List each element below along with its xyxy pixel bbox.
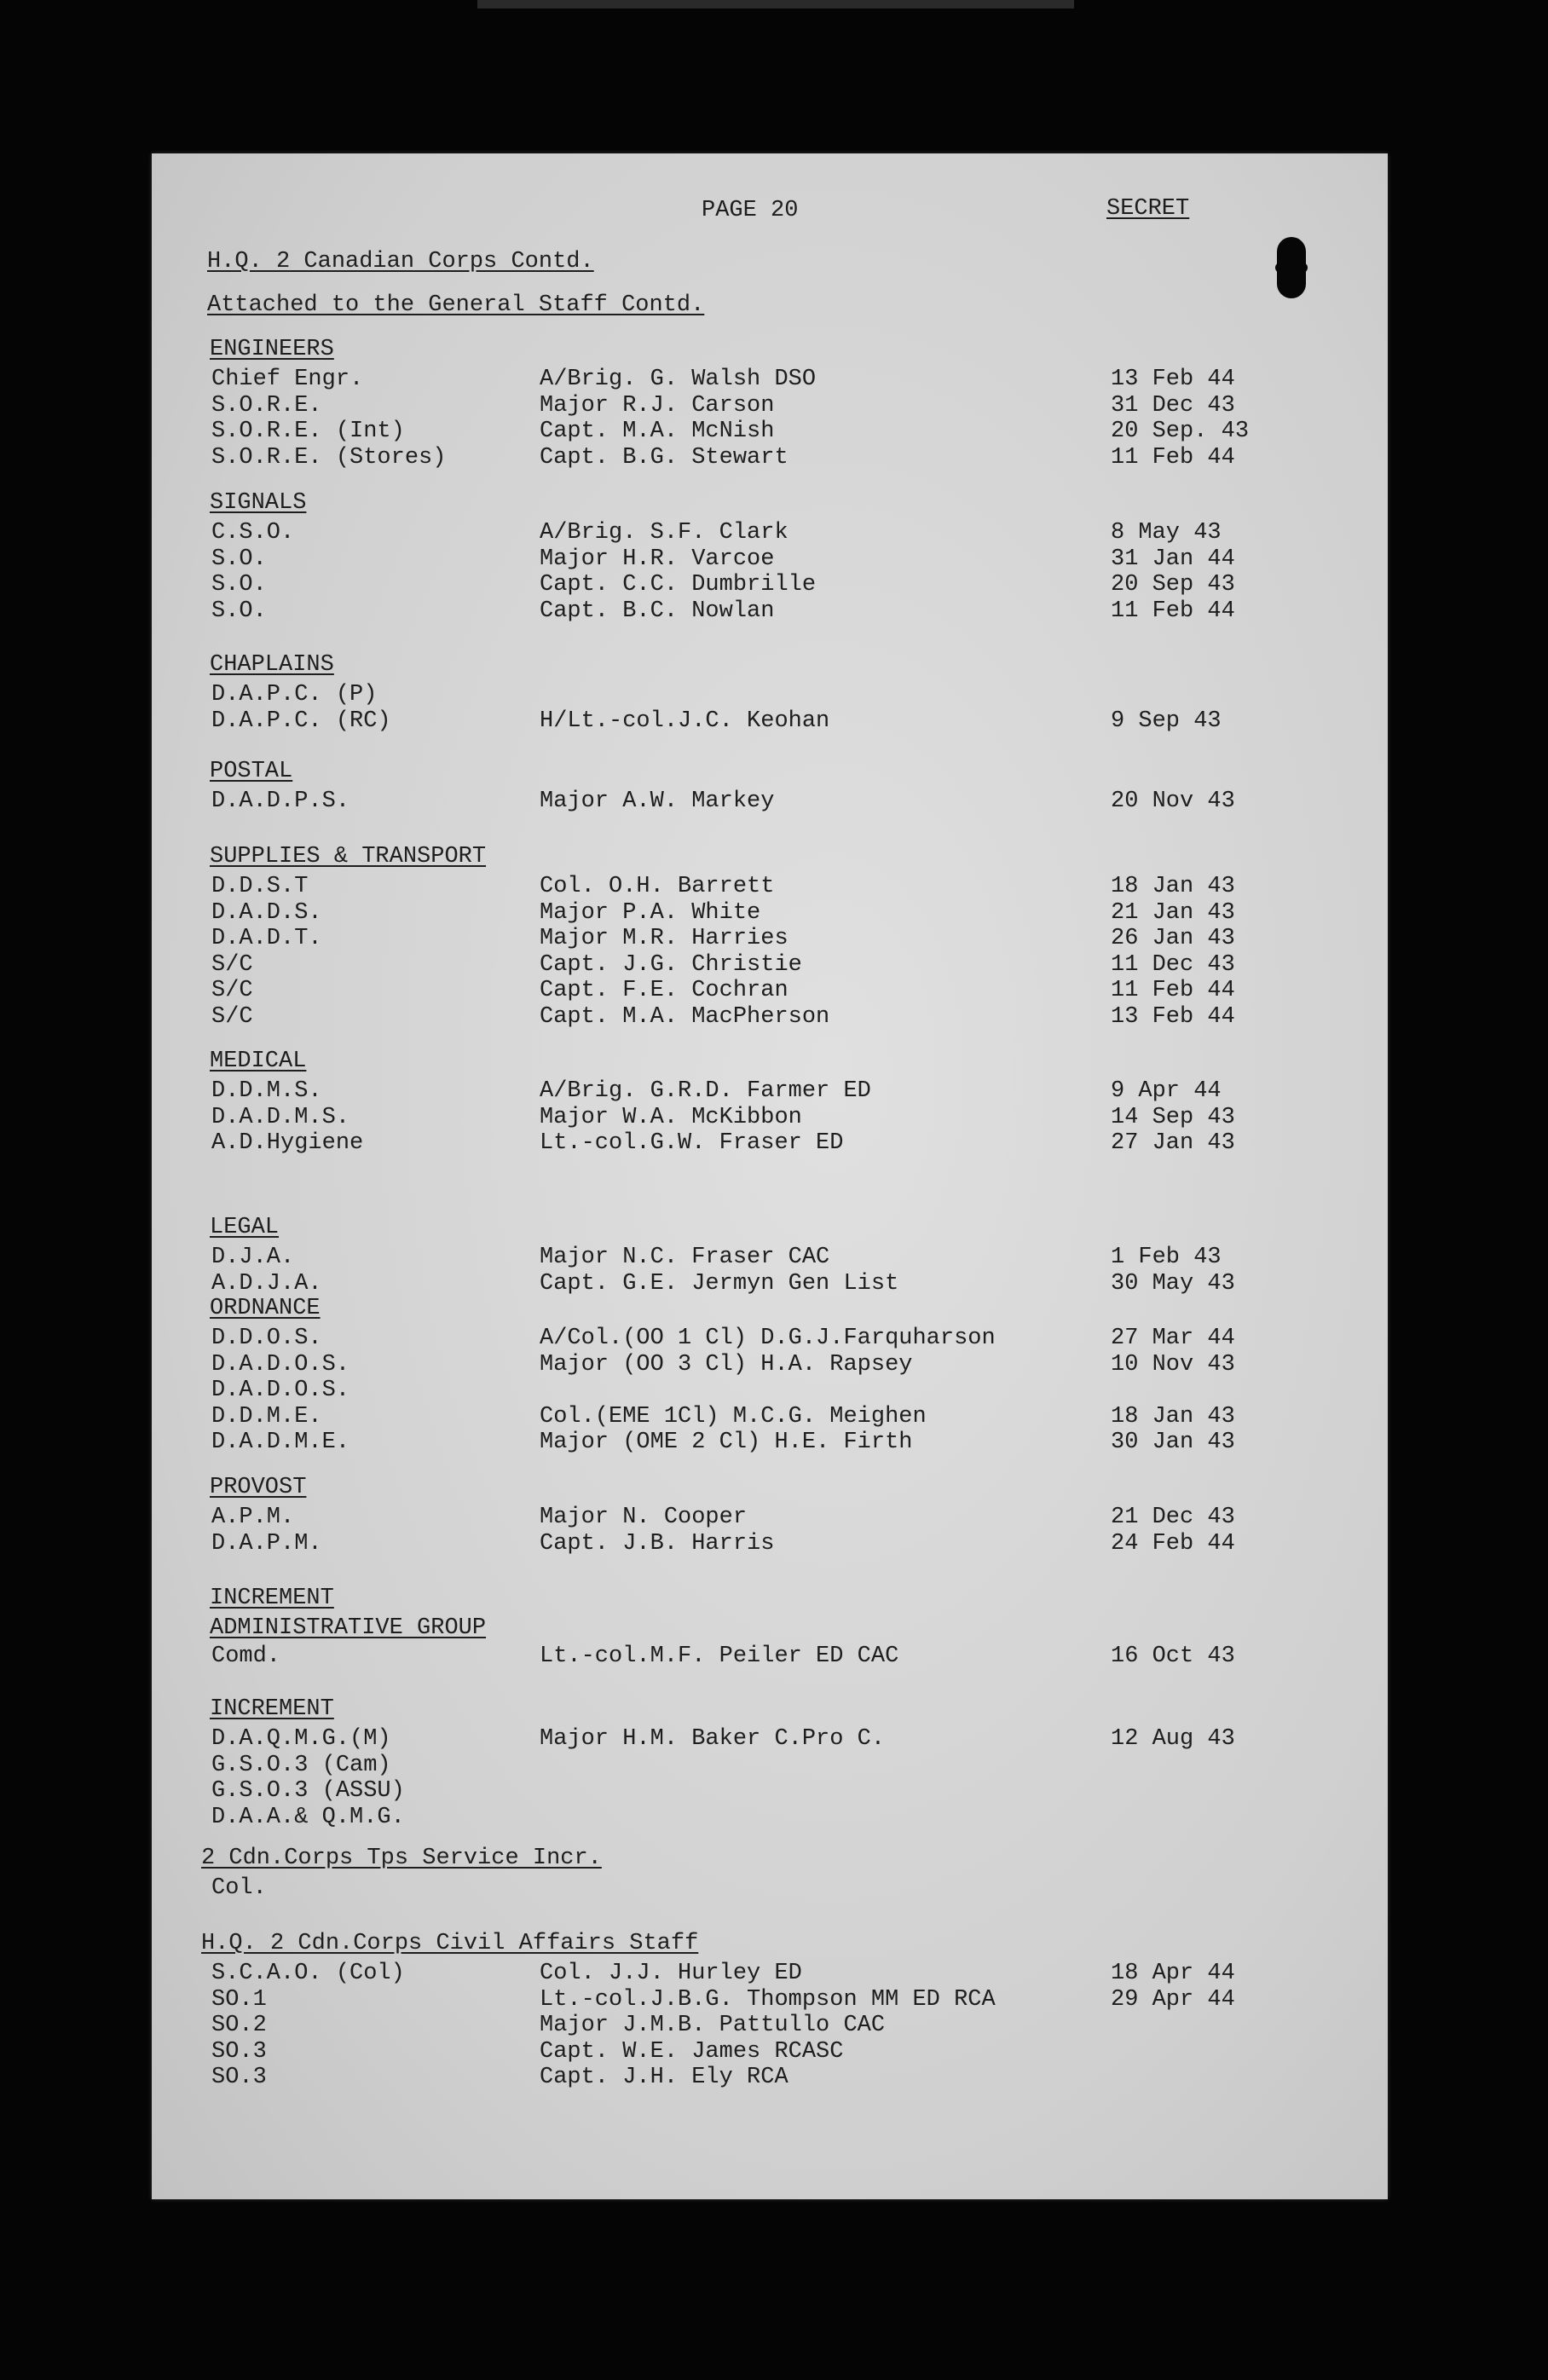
appointment: S.O. — [211, 598, 267, 624]
appointment: D.A.Q.M.G.(M) — [211, 1726, 391, 1752]
appointment: A.P.M. — [211, 1505, 295, 1530]
appointment: D.A.P.C. (RC) — [211, 708, 391, 734]
officer-name: Capt. W.E. James RCASC — [540, 2038, 844, 2065]
appointment-date: 8 May 43 — [1111, 520, 1222, 546]
officer-name: Col. J.J. Hurley ED — [540, 1961, 802, 1986]
officer-name: Lt.-col.J.B.G. Thompson MM ED RCA — [540, 1986, 996, 2013]
appointment-date: 31 Dec 43 — [1111, 392, 1235, 419]
appointment: G.S.O.3 (ASSU) — [211, 1778, 405, 1804]
section-title: ADMINISTRATIVE GROUP — [210, 1615, 487, 1641]
appointment-date: 18 Jan 43 — [1111, 1403, 1235, 1430]
section-title: MEDICAL — [210, 1048, 307, 1074]
section-title: CHAPLAINS — [210, 652, 334, 678]
appointment-date: 24 Feb 44 — [1111, 1530, 1235, 1557]
appointment: Chief Engr. — [211, 367, 364, 392]
officer-name: Capt. F.E. Cochran — [540, 978, 788, 1003]
appointment-date: 29 Apr 44 — [1111, 1986, 1235, 2013]
appointment-date: 18 Jan 43 — [1111, 874, 1235, 899]
appointment: D.D.M.S. — [211, 1078, 322, 1104]
officer-name: Lt.-col.M.F. Peiler ED CAC — [540, 1643, 899, 1669]
section-title: 2 Cdn.Corps Tps Service Incr. — [201, 1846, 602, 1871]
officer-name: Capt. C.C. Dumbrille — [540, 572, 817, 598]
appointment-date: 12 Aug 43 — [1111, 1726, 1235, 1752]
appointment: D.A.D.M.E. — [211, 1430, 350, 1455]
classification-marking: SECRET — [1106, 196, 1190, 222]
officer-name: Capt. G.E. Jermyn Gen List — [540, 1270, 899, 1297]
document-page — [152, 153, 1388, 2199]
section-title: INCREMENT — [210, 1696, 334, 1722]
appointment: S.O. — [211, 546, 267, 572]
officer-name: A/Brig. S.F. Clark — [540, 520, 788, 546]
appointment: S.O.R.E. (Stores) — [211, 444, 447, 471]
section-title: ENGINEERS — [210, 337, 334, 362]
officer-name: Major W.A. McKibbon — [540, 1104, 802, 1130]
officer-name: A/Brig. G. Walsh DSO — [540, 367, 817, 392]
appointment: D.A.D.M.S. — [211, 1104, 350, 1130]
officer-name: Capt. B.C. Nowlan — [540, 598, 775, 624]
appointment-date: 11 Feb 44 — [1111, 978, 1235, 1003]
appointment: S/C — [211, 1003, 253, 1030]
section-title: H.Q. 2 Cdn.Corps Civil Affairs Staff — [201, 1931, 699, 1956]
officer-name: Major R.J. Carson — [540, 392, 775, 419]
appointment: G.S.O.3 (Cam) — [211, 1752, 391, 1778]
appointment-date: 9 Sep 43 — [1111, 708, 1222, 734]
appointment-date: 20 Nov 43 — [1111, 789, 1235, 814]
officer-name: Col.(EME 1Cl) M.C.G. Meighen — [540, 1403, 927, 1430]
appointment-date: 27 Mar 44 — [1111, 1326, 1235, 1351]
appointment: A.D.J.A. — [211, 1270, 322, 1297]
appointment: D.A.D.O.S. — [211, 1351, 350, 1378]
appointment-date: 9 Apr 44 — [1111, 1078, 1222, 1104]
section-title: INCREMENT — [210, 1586, 334, 1611]
appointment-date: 20 Sep. 43 — [1111, 419, 1250, 444]
appointment: D.D.M.E. — [211, 1403, 322, 1430]
appointment: Comd. — [211, 1643, 281, 1669]
officer-name: Major M.R. Harries — [540, 926, 788, 951]
appointment-date: 27 Jan 43 — [1111, 1130, 1235, 1156]
appointment: S/C — [211, 978, 253, 1003]
officer-name: Capt. M.A. McNish — [540, 419, 775, 444]
appointment: A.D.Hygiene — [211, 1130, 364, 1156]
attached-heading: Attached to the General Staff Contd. — [207, 292, 705, 318]
officer-name: Capt. J.B. Harris — [540, 1530, 775, 1557]
appointment-date: 26 Jan 43 — [1111, 926, 1235, 951]
officer-name: Major P.A. White — [540, 899, 761, 926]
officer-name: Major H.M. Baker C.Pro C. — [540, 1726, 886, 1752]
appointment-date: 18 Apr 44 — [1111, 1961, 1235, 1986]
appointment-date: 11 Feb 44 — [1111, 598, 1235, 624]
appointment: D.A.P.M. — [211, 1530, 322, 1557]
appointment: D.A.P.C. (P) — [211, 682, 378, 708]
appointment: D.D.S.T — [211, 874, 309, 899]
punch-hole — [1277, 237, 1306, 298]
appointment: SO.3 — [211, 2038, 267, 2065]
film-edge — [477, 0, 1074, 9]
appointment: D.A.D.S. — [211, 899, 322, 926]
appointment: S.O.R.E. — [211, 392, 322, 419]
appointment: D.D.O.S. — [211, 1326, 322, 1351]
appointment: C.S.O. — [211, 520, 295, 546]
officer-name: A/Col.(OO 1 Cl) D.G.J.Farquharson — [540, 1326, 996, 1351]
officer-name: H/Lt.-col.J.C. Keohan — [540, 708, 830, 734]
officer-name: Lt.-col.G.W. Fraser ED — [540, 1130, 844, 1156]
appointment-date: 30 May 43 — [1111, 1270, 1235, 1297]
officer-name: A/Brig. G.R.D. Farmer ED — [540, 1078, 871, 1104]
officer-name: Major (OO 3 Cl) H.A. Rapsey — [540, 1351, 913, 1378]
appointment: SO.2 — [211, 2013, 267, 2038]
appointment-date: 13 Feb 44 — [1111, 1003, 1235, 1030]
officer-name: Capt. B.G. Stewart — [540, 444, 788, 471]
appointment: SO.3 — [211, 2065, 267, 2090]
officer-name: Major (OME 2 Cl) H.E. Firth — [540, 1430, 913, 1455]
section-title: ORDNANCE — [210, 1296, 321, 1321]
appointment: SO.1 — [211, 1986, 267, 2013]
officer-name: Major A.W. Markey — [540, 789, 775, 814]
appointment-date: 11 Feb 44 — [1111, 444, 1235, 471]
officer-name: Capt. J.H. Ely RCA — [540, 2065, 788, 2090]
section-title: SUPPLIES & TRANSPORT — [210, 844, 487, 869]
section-title: POSTAL — [210, 759, 293, 784]
officer-name: Col. O.H. Barrett — [540, 874, 775, 899]
section-title: LEGAL — [210, 1215, 280, 1240]
section-title: SIGNALS — [210, 490, 307, 516]
appointment-date: 10 Nov 43 — [1111, 1351, 1235, 1378]
appointment: Col. — [211, 1875, 267, 1901]
appointment: S/C — [211, 951, 253, 978]
appointment: D.A.D.O.S. — [211, 1378, 350, 1403]
appointment-date: 1 Feb 43 — [1111, 1245, 1222, 1270]
appointment: D.A.D.P.S. — [211, 789, 350, 814]
appointment: D.J.A. — [211, 1245, 295, 1270]
appointment-date: 11 Dec 43 — [1111, 951, 1235, 978]
officer-name: Major J.M.B. Pattullo CAC — [540, 2013, 886, 2038]
appointment-date: 16 Oct 43 — [1111, 1643, 1235, 1669]
appointment: S.O.R.E. (Int) — [211, 419, 405, 444]
officer-name: Capt. M.A. MacPherson — [540, 1003, 830, 1030]
appointment-date: 13 Feb 44 — [1111, 367, 1235, 392]
appointment: S.C.A.O. (Col) — [211, 1961, 405, 1986]
appointment: D.A.D.T. — [211, 926, 322, 951]
appointment: D.A.A.& Q.M.G. — [211, 1804, 405, 1830]
page-number: PAGE 20 — [702, 198, 799, 223]
officer-name: Capt. J.G. Christie — [540, 951, 802, 978]
appointment-date: 21 Jan 43 — [1111, 899, 1235, 926]
appointment-date: 21 Dec 43 — [1111, 1505, 1235, 1530]
appointment-date: 30 Jan 43 — [1111, 1430, 1235, 1455]
appointment-date: 14 Sep 43 — [1111, 1104, 1235, 1130]
officer-name: Major N.C. Fraser CAC — [540, 1245, 830, 1270]
section-title: PROVOST — [210, 1475, 307, 1500]
unit-heading: H.Q. 2 Canadian Corps Contd. — [207, 249, 594, 274]
officer-name: Major H.R. Varcoe — [540, 546, 775, 572]
appointment-date: 31 Jan 44 — [1111, 546, 1235, 572]
officer-name: Major N. Cooper — [540, 1505, 748, 1530]
appointment: S.O. — [211, 572, 267, 598]
appointment-date: 20 Sep 43 — [1111, 572, 1235, 598]
